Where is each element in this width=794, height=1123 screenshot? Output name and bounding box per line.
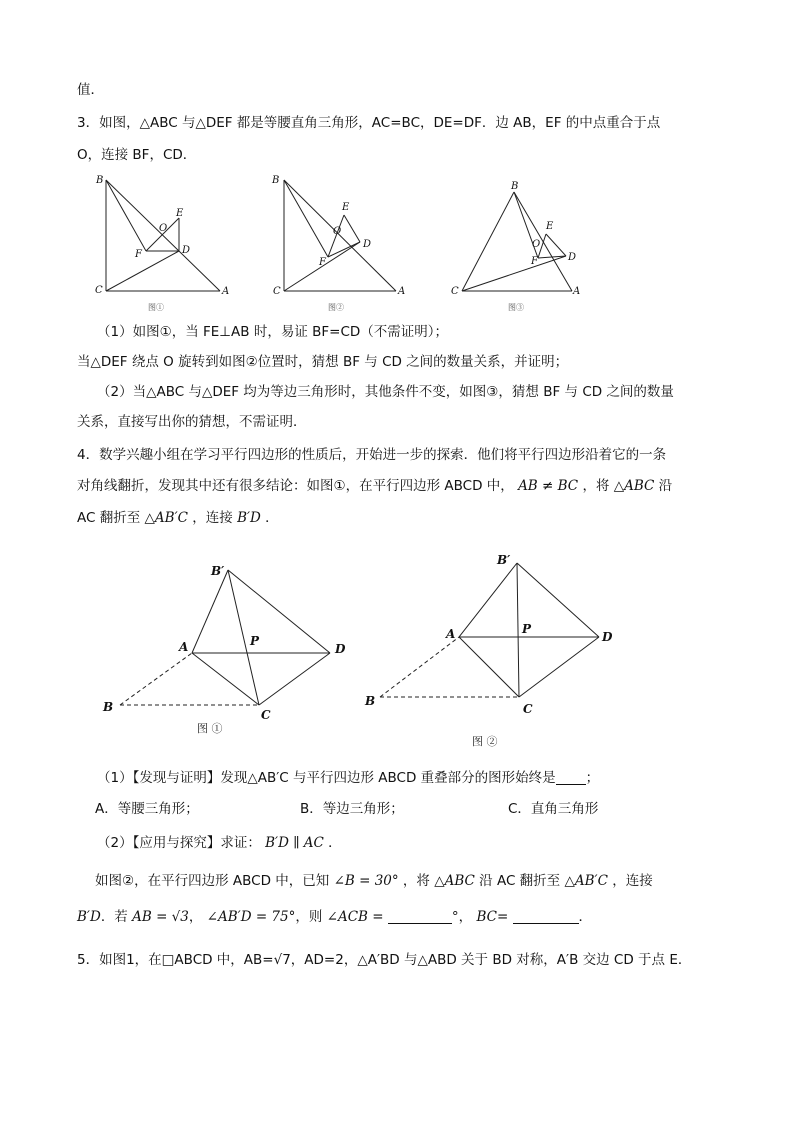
math-ab-neq-bc: AB ≠ BC — [518, 478, 579, 494]
problem-4-part-1-text: （1）【发现与证明】发现△AB′C 与平行四边形 ABCD 重叠部分的图形始终是 — [97, 770, 556, 786]
math-triangle-ab1c: △AB′C — [144, 510, 188, 526]
f2-label-A: A — [398, 286, 406, 297]
f3-label-O: O — [532, 239, 541, 250]
math-triangle-ab1c-2: △AB′C — [564, 873, 608, 889]
problem-4-text-c: 沿 — [658, 478, 673, 494]
f2-label-B: B — [272, 175, 280, 186]
f2-label-O: O — [333, 226, 342, 237]
f1-label-A: A — [222, 286, 230, 297]
math-angle-ab1d: ∠AB′D = 75° — [206, 909, 296, 925]
math-ab-eq-sqrt3: AB = √3 — [132, 909, 189, 925]
f3-label-D: D — [568, 252, 577, 263]
f2-caption: 图② — [328, 303, 344, 312]
p2-label-A: A — [446, 627, 456, 641]
answer-blank-bc[interactable] — [513, 909, 579, 924]
text-line-0: 值． — [77, 82, 104, 98]
problem-4-part-3-cont — [77, 907, 592, 927]
problem-4-part-1 — [97, 768, 599, 788]
p2-caption: 图 ② — [472, 735, 498, 748]
problem-4-part-2-end: ． — [328, 835, 342, 851]
p43-text-f: ， — [188, 909, 203, 925]
p2-label-C: C — [523, 702, 533, 716]
problem-3-part-1-cont: 当△DEF 绕点 O 旋转到如图②位置时，猜想 BF 与 CD 之间的数量关系，并证明； — [77, 354, 569, 370]
math-angle-acb: ∠ACB = — [326, 909, 384, 925]
p43-text-d: ，连接 — [612, 873, 653, 889]
figure-4-2 — [360, 545, 630, 750]
f3-label-F: F — [531, 256, 538, 267]
f3-label-C: C — [451, 286, 459, 297]
p43-text-g: ，则 — [295, 909, 323, 925]
problem-3-part-2-cont: 关系，直接写出你的猜想，不需证明． — [77, 414, 307, 430]
f1-label-O: O — [159, 223, 168, 234]
p43-end: ． — [578, 909, 593, 925]
figure-4-1 — [95, 555, 355, 745]
p1-label-B: B — [103, 700, 114, 714]
math-b1d: B′D — [237, 510, 261, 526]
option-a: A．等腰三角形； — [95, 801, 199, 817]
f1-label-D: D — [182, 245, 191, 256]
p43-text-c: 沿 AC 翻折至 — [479, 873, 561, 889]
f2-label-C: C — [273, 286, 281, 297]
math-bc: BC= — [476, 909, 509, 925]
f1-label-E: E — [176, 208, 184, 219]
figure-3-3 — [445, 170, 595, 315]
problem-4-intro-cont-2 — [77, 508, 279, 528]
problem-3-part-1: （1）如图①，当 FE⊥AB 时，易证 BF=CD（不需证明）； — [97, 324, 449, 340]
f3-caption: 图③ — [508, 303, 524, 312]
p1-label-A: A — [179, 640, 189, 654]
f3-label-E: E — [546, 221, 554, 232]
p1-label-P: P — [250, 634, 260, 648]
problem-3-intro-cont: O，连接 BF，CD． — [77, 147, 197, 163]
p1-label-B1: B′ — [211, 564, 225, 578]
problem-4-text-a: 对角线翻折，发现其中还有很多结论：如图①，在平行四边形 ABCD 中， — [77, 478, 514, 494]
p1-caption: 图 ① — [197, 722, 223, 735]
math-b1d-parallel-ac: B′D ∥ AC — [265, 835, 324, 851]
p1-label-C: C — [261, 708, 271, 722]
f1-label-F: F — [135, 249, 142, 260]
f1-label-B: B — [96, 175, 104, 186]
p43-text-e: ．若 — [100, 909, 128, 925]
math-triangle-abc-2: △ABC — [434, 873, 475, 889]
figure-3-2 — [265, 170, 415, 315]
problem-4-part-2-text: （2）【应用与探究】求证： — [97, 835, 261, 851]
f3-label-B: B — [511, 181, 519, 192]
p43-text-a: 如图②，在平行四边形 ABCD 中，已知 — [95, 873, 330, 889]
p2-label-D: D — [602, 630, 613, 644]
problem-4-text-d: AC 翻折至 — [77, 510, 141, 526]
option-b: B．等边三角形； — [300, 801, 404, 817]
problem-4-text-f: ． — [265, 510, 279, 526]
problem-4-intro-cont — [77, 476, 672, 496]
problem-3-part-2: （2）当△ABC 与△DEF 均为等边三角形时，其他条件不变，如图③，猜想 BF 与 CD 之间的数量 — [97, 384, 674, 400]
f2-label-D: D — [363, 239, 372, 250]
f2-label-E: E — [342, 202, 350, 213]
figure-3-1 — [90, 170, 240, 315]
answer-blank-angle[interactable] — [388, 909, 452, 924]
math-triangle-abc: △ABC — [613, 478, 655, 494]
math-angle-b: ∠B = 30° — [333, 873, 399, 889]
p2-label-P: P — [522, 622, 532, 636]
problem-4-text-b: ，将 — [582, 478, 610, 494]
p43-text-b: ，将 — [402, 873, 430, 889]
f2-label-F: F — [319, 257, 326, 268]
problem-4-part-1-end: ； — [585, 770, 600, 786]
problem-4-part-2 — [97, 833, 342, 853]
f1-caption: 图① — [148, 303, 164, 312]
f3-label-A: A — [573, 286, 581, 297]
problem-4-intro: 4．数学兴趣小组在学习平行四边形的性质后，开始进一步的探索．他们将平行四边形沿着它的一条 — [77, 447, 667, 463]
f1-label-C: C — [95, 285, 103, 296]
problem-4-part-3 — [95, 871, 653, 891]
answer-blank-1[interactable] — [556, 770, 586, 785]
p2-label-B: B — [365, 694, 376, 708]
p1-label-D: D — [335, 642, 346, 656]
p2-label-B1: B′ — [497, 553, 511, 567]
problem-3-intro: 3．如图，△ABC 与△DEF 都是等腰直角三角形，AC=BC，DE=DF．边 AB，EF 的中点重合于点 — [77, 115, 661, 131]
problem-4-text-e: ，连接 — [192, 510, 233, 526]
p43-degree: °， — [451, 909, 473, 925]
problem-5-intro: 5．如图1，在□ABCD 中，AB=√7，AD=2，△A′BD 与△ABD 关于 BD 对称，A′B 交边 CD 于点 E． — [77, 952, 692, 968]
math-b1d-2: B′D — [77, 909, 101, 925]
option-c: C．直角三角形 — [508, 801, 599, 817]
